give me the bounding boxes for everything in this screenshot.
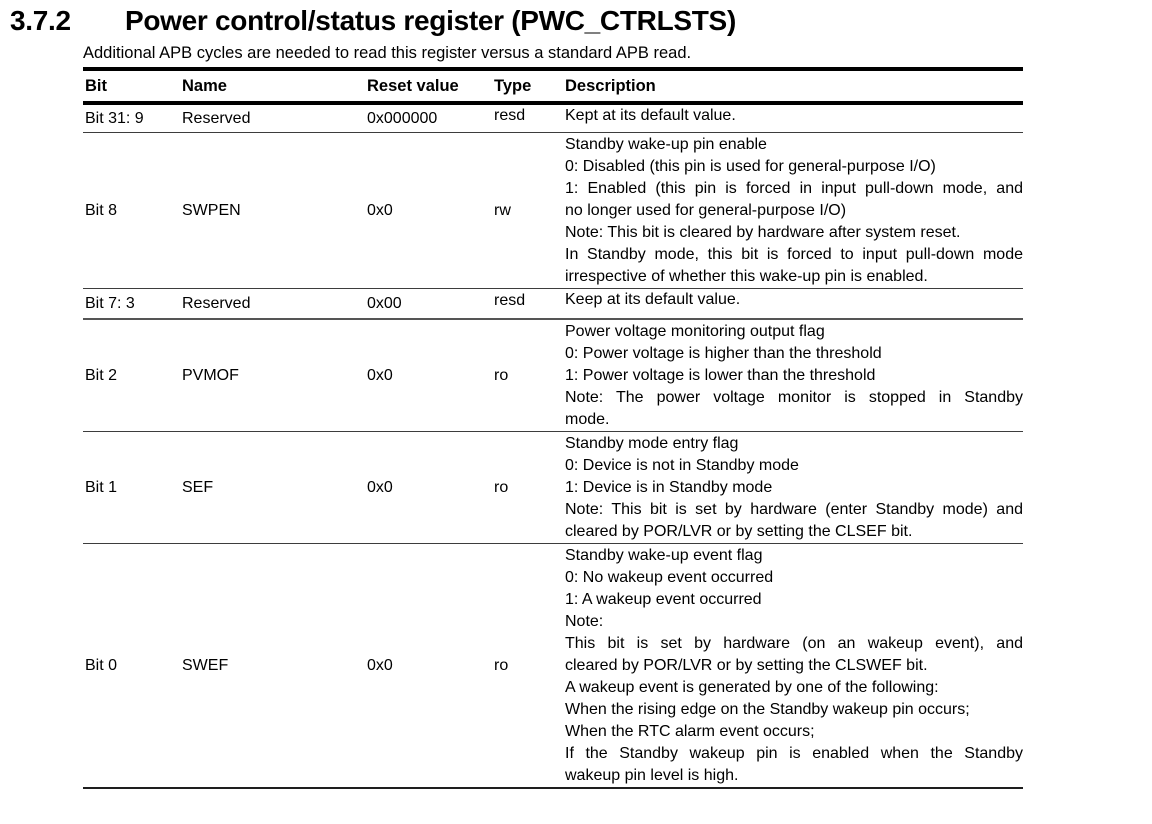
bit-cell: Bit 31: 9 — [85, 109, 144, 127]
type-cell: resd — [494, 291, 526, 309]
bit-cell: Bit 7: 3 — [85, 294, 135, 312]
type-cell: ro — [494, 478, 509, 496]
description-cell — [563, 288, 1023, 317]
description-line: Standby wake-up pin enable — [565, 136, 767, 153]
description-line: cleared by POR/LVR or by setting the CLSEF bit. — [565, 523, 913, 540]
table-header — [83, 71, 1023, 105]
bit-cell: Bit 2 — [85, 366, 118, 384]
description-cell — [563, 544, 1023, 787]
type-cell: rw — [494, 201, 511, 219]
description-line: In Standby mode, this bit is forced to input pull-down mode — [565, 246, 1023, 263]
description-line: A wakeup event is generated by one of the following: — [565, 679, 939, 696]
description-line: no longer used for general-purpose I/O) — [565, 202, 847, 219]
section-heading — [10, 4, 1152, 37]
document-page — [0, 4, 1152, 824]
description-line: When the RTC alarm event occurs; — [565, 723, 815, 740]
description-line: cleared by POR/LVR or by setting the CLSWEF bit. — [565, 657, 928, 674]
reset-value-cell: 0x0 — [367, 201, 393, 219]
description-line: 0: Power voltage is higher than the threshold — [565, 345, 882, 362]
description-line: 0: Device is not in Standby mode — [565, 457, 799, 474]
description-line: mode. — [565, 411, 610, 428]
description-line: Note: This bit is cleared by hardware after system reset. — [565, 224, 961, 241]
description-line: Keep at its default value. — [565, 291, 741, 308]
name-cell: PVMOF — [182, 366, 239, 384]
section-number: 3.7.2 — [10, 5, 71, 36]
description-line: Kept at its default value. — [565, 107, 736, 124]
description-line: Note: The power voltage monitor is stopped in Standby — [565, 389, 1023, 406]
description-line: wakeup pin level is high. — [565, 767, 739, 784]
type-cell: ro — [494, 656, 509, 674]
reset-value-cell: 0x0 — [367, 656, 393, 674]
description-line: Standby mode entry flag — [565, 435, 739, 452]
bit-cell: Bit 1 — [85, 478, 118, 496]
reset-value-cell: 0x00 — [367, 294, 402, 312]
reset-value-cell: 0x000000 — [367, 109, 438, 127]
description-line: 1: Enabled (this pin is forced in input pull-down mode, and — [565, 180, 1023, 197]
table-row — [83, 544, 1023, 789]
table-row — [83, 105, 1023, 133]
column-header-description: Description — [565, 76, 656, 95]
intro-text: Additional APB cycles are needed to read this register versus a standard APB read. — [83, 44, 692, 62]
description-line: 0: Disabled (this pin is used for general-purpose I/O) — [565, 158, 936, 175]
table-row — [83, 320, 1023, 432]
column-header-reset-value: Reset value — [367, 76, 459, 95]
column-header-type: Type — [494, 76, 532, 95]
table-row — [83, 289, 1023, 320]
name-cell: Reserved — [182, 294, 251, 312]
name-cell: SEF — [182, 478, 214, 496]
type-cell: resd — [494, 106, 526, 124]
table-row — [83, 133, 1023, 289]
description-line: Standby wake-up event flag — [565, 547, 763, 564]
reset-value-cell: 0x0 — [367, 366, 393, 384]
description-line: 1: A wakeup event occurred — [565, 591, 762, 608]
description-line: irrespective of whether this wake-up pin is enabled. — [565, 268, 928, 285]
register-table — [83, 67, 1023, 789]
bit-cell: Bit 8 — [85, 201, 118, 219]
name-cell: Reserved — [182, 109, 251, 127]
table-body — [83, 105, 1023, 789]
description-line: Power voltage monitoring output flag — [565, 323, 825, 340]
description-line: 1: Power voltage is lower than the threshold — [565, 367, 876, 384]
description-cell — [563, 104, 1023, 131]
column-header-bit: Bit — [85, 76, 107, 95]
description-line: Note: This bit is set by hardware (enter Standby mode) and — [565, 501, 1023, 518]
description-line: 1: Device is in Standby mode — [565, 479, 773, 496]
table-row — [83, 432, 1023, 544]
description-line: If the Standby wakeup pin is enabled when the Standby — [565, 745, 1023, 762]
description-cell — [563, 133, 1023, 288]
page-title: Power control/status register (PWC_CTRLSTS) — [125, 5, 736, 36]
reset-value-cell: 0x0 — [367, 478, 393, 496]
description-line: Note: — [565, 613, 604, 630]
name-cell: SWEF — [182, 656, 229, 674]
description-line: This bit is set by hardware (on an wakeup event), and — [565, 635, 1023, 652]
column-header-name: Name — [182, 76, 227, 95]
description-line: When the rising edge on the Standby wakeup pin occurs; — [565, 701, 970, 718]
name-cell: SWPEN — [182, 201, 241, 219]
description-line: 0: No wakeup event occurred — [565, 569, 774, 586]
type-cell: ro — [494, 366, 509, 384]
description-cell — [563, 320, 1023, 431]
bit-cell: Bit 0 — [85, 656, 118, 674]
description-cell — [563, 432, 1023, 543]
